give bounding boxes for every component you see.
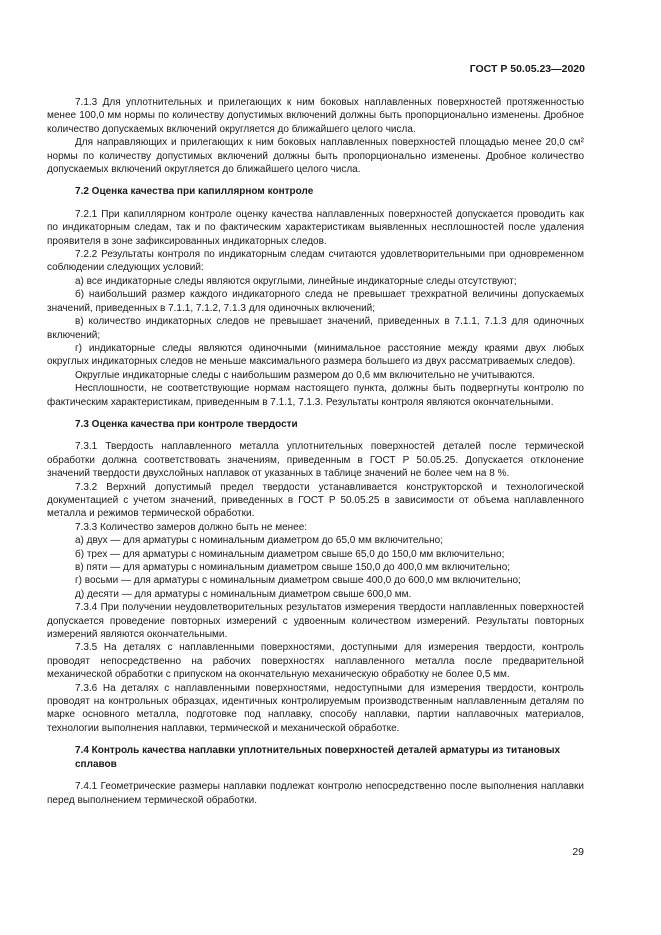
list-item: б) трех — для арматуры с номинальным диаметром свыше 65,0 до 150,0 мм включительно;: [75, 548, 505, 560]
list-item: б) наибольший размер каждого индикаторного следа не превышает трехкратной величины допускаемых значений, приведенных в 7.1.1, 7.1.2, 7.1.3 для одиночных включений;: [47, 289, 584, 314]
paragraph-7-3-4: 7.3.4 При получении неудовлетворительных результатов измерения твердости наплавленных поверхностей допускается проведение повторных измерений с удвоенным количеством измерений. Результаты повторных измерений являются окончательными.: [47, 602, 584, 641]
paragraph-7-3-2: 7.3.2 Верхний допустимый предел твердости устанавливается конструкторской и технологической документацией с учетом значений, приведенных в ГОСТ Р 50.05.25 в зависимости от объема наплавленного металла и режимов термической обработки.: [47, 481, 584, 520]
section-heading-7-4: 7.4 Контроль качества наплавки уплотнительных поверхностей деталей арматуры из титановых сплавов: [75, 745, 561, 770]
paragraph-7-2-1: 7.2.1 При капиллярном контроле оценку качества наплавленных поверхностей допускается проводить как по индикаторным следам, так и по фактическим характеристикам выявленных несплошностей после удаления проявителя в зоне зафиксированных индикаторных следов.: [47, 208, 584, 247]
document-header: ГОСТ Р 50.05.23—2020: [469, 63, 585, 75]
paragraph-7-1-3: 7.1.3 Для уплотнительных и прилегающих к ним боковых наплавленных поверхностей протяженностью менее 100,0 мм нормы по количеству допустимых включений должны быть пропорционально изменены. Дробное количество допускаемых включений округляется до ближайшего целого числа.: [47, 97, 584, 135]
paragraph-7-3-3: 7.3.3 Количество замеров должно быть не менее:: [75, 521, 308, 533]
paragraph-7-3-6: 7.3.6 На деталях с наплавленными поверхностями, недоступными для измерения твердости, контроль проводят на контрольных образцах, идентичных контролируемым производственным наплавленным деталям по марке основного металла, подготовке под наплавку, способу наплавки, партии наплавочных материалов, технологии выполнения наплавки, термической и механической обработке.: [47, 682, 584, 734]
paragraph: Округлые индикаторные следы с наибольшим размером до 0,6 мм включительно не учитываются.: [75, 369, 535, 381]
list-item: а) двух — для арматуры с номинальным диаметром до 65,0 мм включительно;: [75, 535, 443, 547]
list-item: г) индикаторные следы являются одиночными (минимальное расстояние между краями двух любых округлых индикаторных следов не меньше максимального размера большего из двух рассматриваемых следов).: [47, 342, 584, 368]
paragraph: Несплошности, не соответствующие нормам настоящего пункта, должны быть подвергнуты контролю по фактическим характеристикам, приведенным в 7.1.1, 7.1.3. Результаты контроля являются окончательными.: [47, 383, 584, 408]
paragraph-7-3-5: 7.3.5 На деталях с наплавленными поверхностями, доступными для измерения твердости, контроль проводят непосредственно на рабочих поверхностях наплавленного металла после предварительной механической обработки с припуском на окончательную механическую обработку не более 0,5 мм.: [47, 642, 584, 681]
list-item: в) количество индикаторных следов не превышает значений, приведенных в 7.1.1, 7.1.3 для одиночных включений;: [47, 316, 584, 341]
page-number: 29: [572, 846, 584, 858]
section-heading-7-2: 7.2 Оценка качества при капиллярном контроле: [75, 186, 314, 198]
list-item: г) восьми — для арматуры с номинальным диаметром свыше 400,0 до 600,0 мм включительно;: [75, 575, 521, 587]
list-item: а) все индикаторные следы являются округлыми, линейные индикаторные следы отсутствуют;: [75, 275, 517, 287]
paragraph-7-4-1: 7.4.1 Геометрические размеры наплавки подлежат контролю непосредственно после выполнения наплавки перед выполнением термической обработки.: [47, 781, 584, 806]
section-heading-7-3: 7.3 Оценка качества при контроле твердости: [75, 418, 298, 430]
list-item: в) пяти — для арматуры с номинальным диаметром свыше 150,0 до 400,0 мм включительно;: [75, 562, 511, 573]
document-body: [47, 96, 584, 807]
list-item: д) десяти — для арматуры с номинальным диаметром свыше 600,0 мм.: [75, 588, 412, 600]
paragraph-7-2-2: 7.2.2 Результаты контроля по индикаторным следам считаются удовлетворительными при одновременном соблюдении следующих условий:: [47, 249, 584, 274]
paragraph: Для направляющих и прилегающих к ним боковых наплавленных поверхностей площадью менее 20,0 см² нормы по количеству допустимых включений должны быть пропорционально изменены. Дробное количество допускаемых включений округляется до ближайшего целого числа.: [47, 137, 584, 176]
paragraph-7-3-1: 7.3.1 Твердость наплавленного металла уплотнительных поверхностей деталей после термической обработки должна соответствовать значениям, приведенным в ГОСТ Р 50.05.25. Допускается отклонение значений твердости двухслойных наплавок от указанных в таблице значений не более чем на 8 %.: [47, 441, 584, 480]
